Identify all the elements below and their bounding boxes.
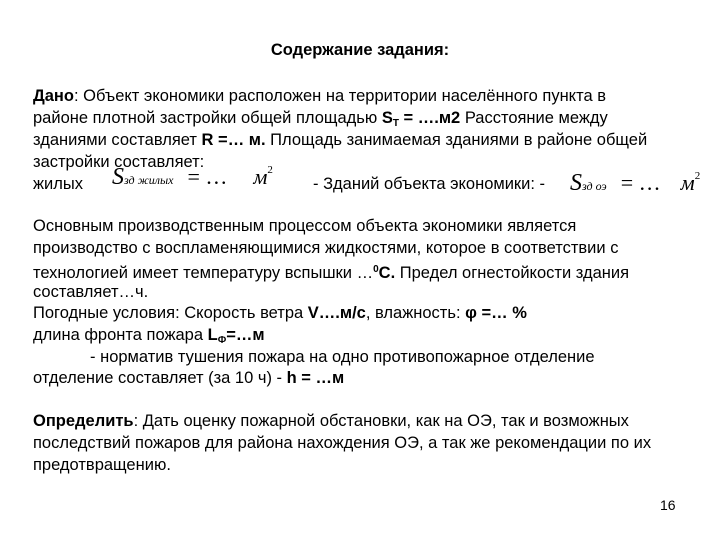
task-title: Содержание задания: xyxy=(270,41,450,59)
process-line-6: длина фронта пожара $L_Ф=\dots м$ xyxy=(33,326,265,346)
given-line-1: Дано: Объект экономики расположен на территории населённого пункта в xyxy=(33,87,606,105)
page-number: 16 xyxy=(660,497,676,513)
process-line-8: отделение составляет (за 10 ч) - h = …м xyxy=(33,369,345,387)
process-line-2: производство с воспламеняющимися жидкостями, которое в соответствии с xyxy=(33,239,619,257)
residential-area-formula: Sзд жилых = … $м^2$ xyxy=(112,164,273,190)
determine-label: Определить xyxy=(33,412,134,430)
oe-area-formula: Sзд оэ = … $м^2$ xyxy=(570,170,701,196)
determine-line-1: Определить: Дать оценку пожарной обстановки, как на ОЭ, так и возможных xyxy=(33,412,629,430)
process-line-3: технологией имеет температуру вспышки …$^0$С. Предел огнестойкости здания xyxy=(33,264,630,282)
given-line-2: районе плотной застройки общей площадью $S_T$ = ….м2 Расстояние между xyxy=(33,109,608,129)
given-line-5-oe: - Зданий объекта экономики: - xyxy=(313,175,546,193)
given-line-4: застройки составляет: xyxy=(33,153,205,171)
process-line-1: Основным производственным процессом объекта экономики является xyxy=(33,217,577,235)
determine-line-3: предотвращению. xyxy=(33,456,171,474)
process-line-5: Погодные условия: Скорость ветра V….м/с, влажность: φ =… % xyxy=(33,304,527,322)
given-label: Дано xyxy=(33,87,74,105)
process-line-4: составляет…ч. xyxy=(33,283,149,301)
determine-line-2: последствий пожаров для района нахождения ОЭ, а так же рекомендации по их xyxy=(33,434,652,452)
process-line-7: - норматив тушения пожара на одно противопожарное отделение xyxy=(90,348,595,366)
given-line-3: зданиями составляет R =… м. Площадь занимаемая зданиями в районе общей xyxy=(33,131,648,149)
given-line-5-label: жилых xyxy=(33,175,83,193)
